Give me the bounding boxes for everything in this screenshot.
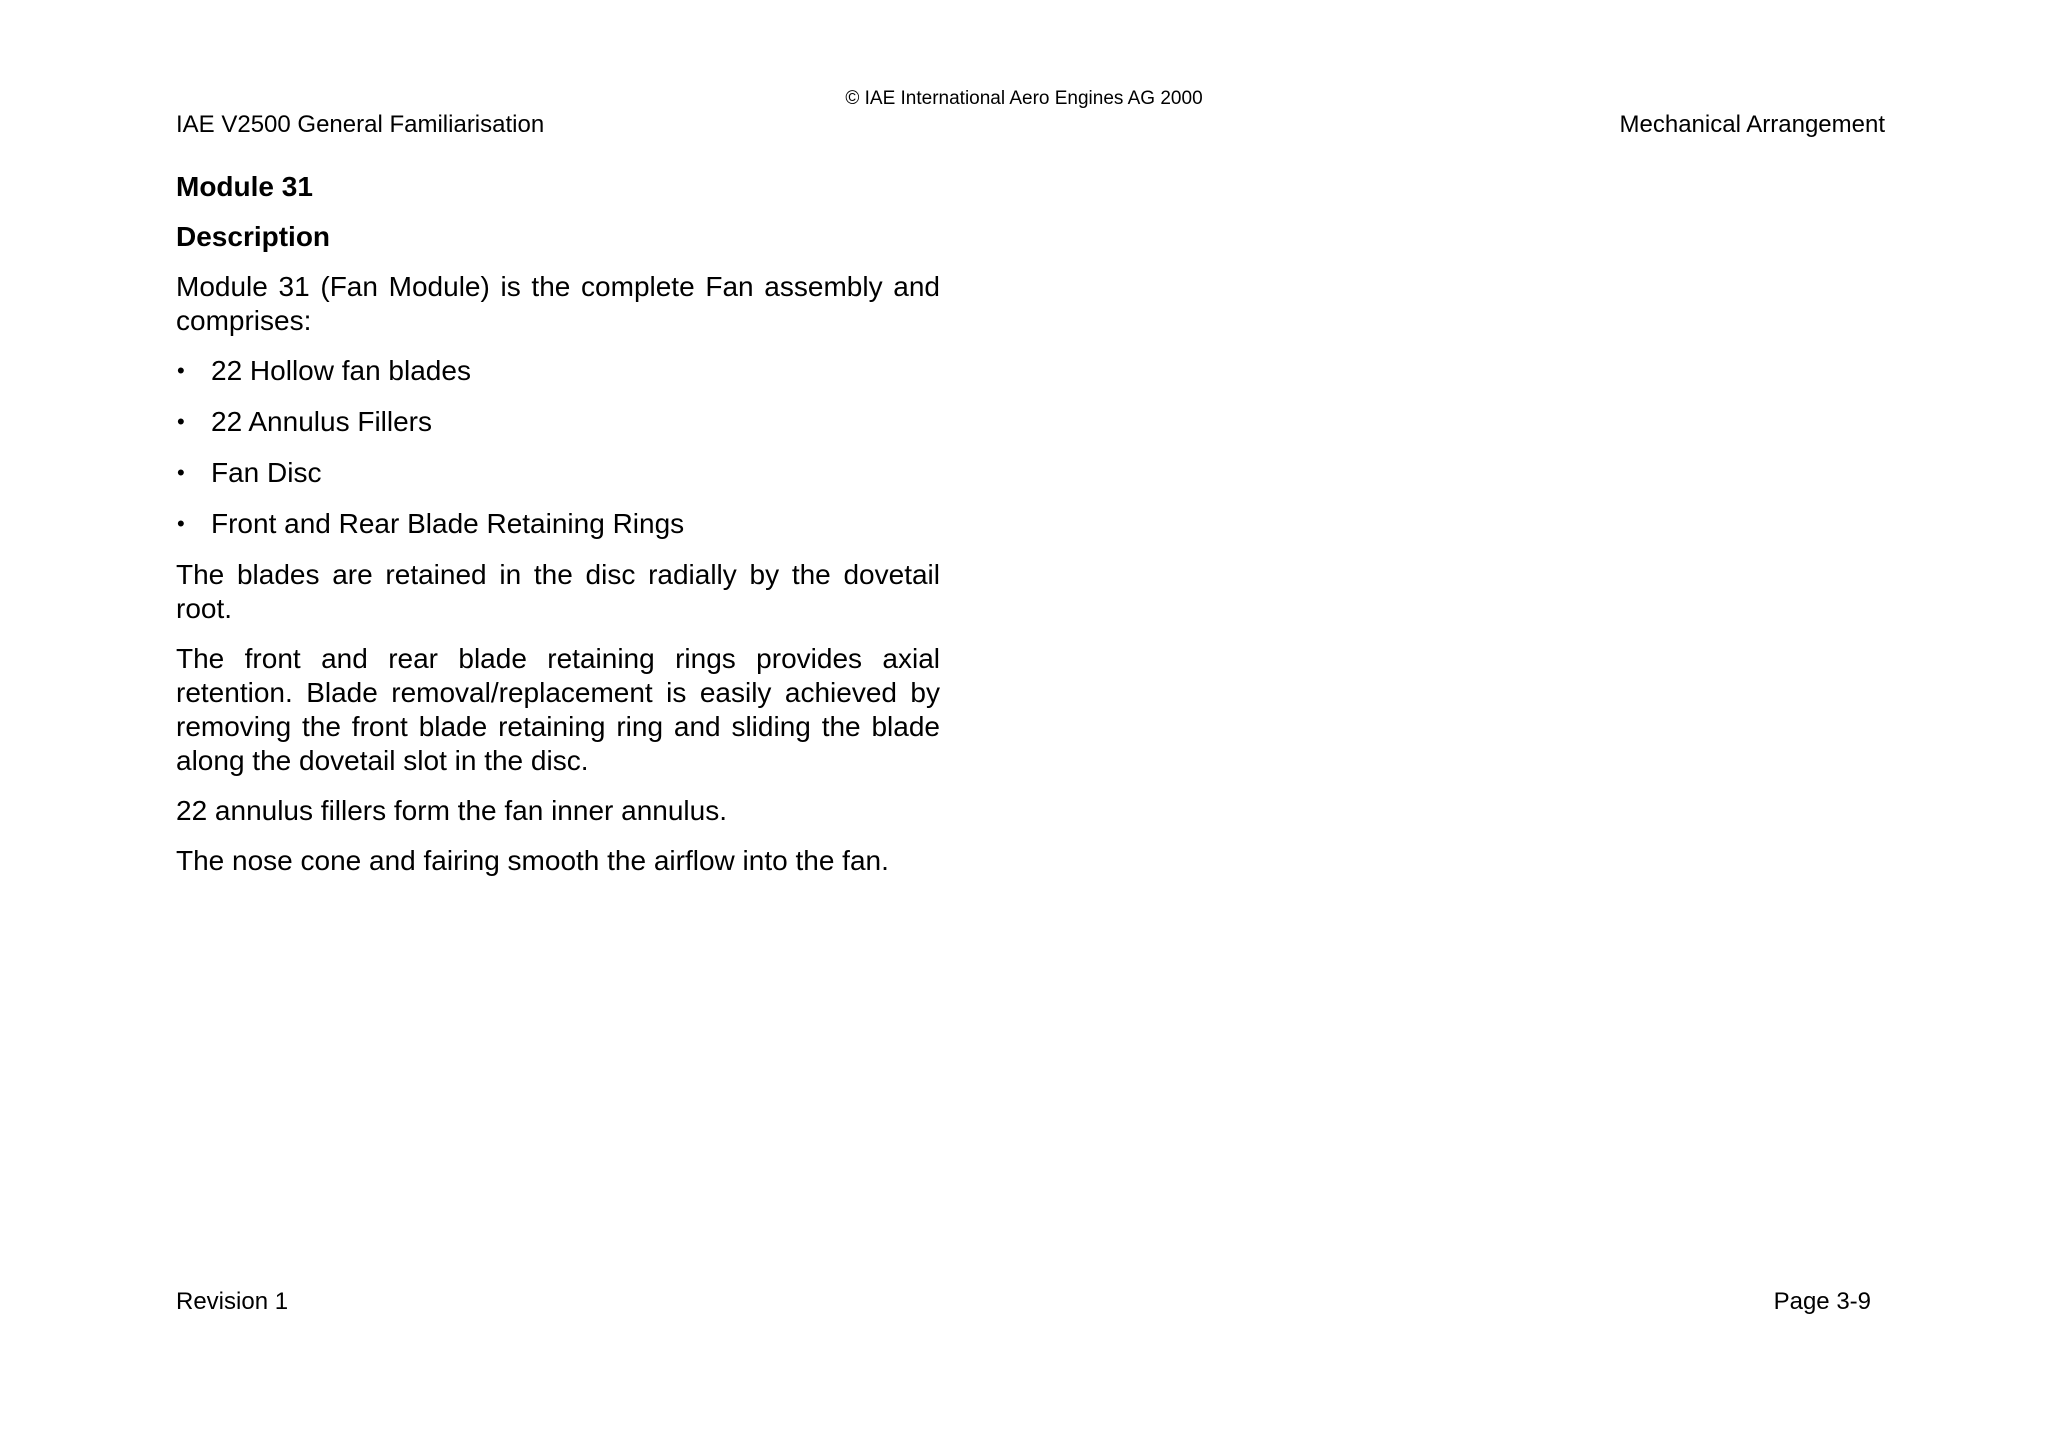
- footer-page-number: Page 3-9: [1773, 1288, 1871, 1315]
- bullet-icon: •: [177, 409, 185, 434]
- list-item: [176, 405, 940, 439]
- annulus-fillers-paragraph: 22 annulus fillers form the fan inner annulus.: [176, 795, 727, 826]
- copyright-notice: © IAE International Aero Engines AG 2000: [845, 88, 1203, 109]
- page-content: [176, 170, 940, 894]
- bullet-icon: •: [177, 460, 185, 485]
- list-item-text: Fan Disc: [211, 457, 322, 488]
- bullet-icon: •: [177, 511, 185, 536]
- list-item-text: 22 Hollow fan blades: [211, 355, 471, 386]
- header-section-title: Mechanical Arrangement: [1619, 111, 1885, 138]
- blade-retention-paragraph: The blades are retained in the disc radially by the dovetail root.: [176, 559, 940, 624]
- intro-paragraph: Module 31 (Fan Module) is the complete Fan assembly and comprises:: [176, 271, 940, 336]
- nose-cone-paragraph: The nose cone and fairing smooth the airflow into the fan.: [176, 845, 889, 876]
- module-heading: Module 31: [176, 171, 313, 202]
- header-document-title: IAE V2500 General Familiarisation: [176, 111, 545, 138]
- list-item: [176, 456, 940, 490]
- list-item: [176, 354, 940, 388]
- footer-revision: Revision 1: [176, 1288, 289, 1315]
- component-list: [176, 354, 940, 541]
- list-item: [176, 507, 940, 541]
- list-item-text: Front and Rear Blade Retaining Rings: [211, 508, 685, 539]
- bullet-icon: •: [177, 358, 185, 383]
- retaining-rings-paragraph: The front and rear blade retaining rings provides axial retention. Blade removal/replacement is easily achieved by removing the front blade retaining ring and sliding the blade along the dovetail slot in the disc.: [176, 643, 940, 776]
- list-item-text: 22 Annulus Fillers: [211, 406, 433, 437]
- description-heading: Description: [176, 221, 331, 252]
